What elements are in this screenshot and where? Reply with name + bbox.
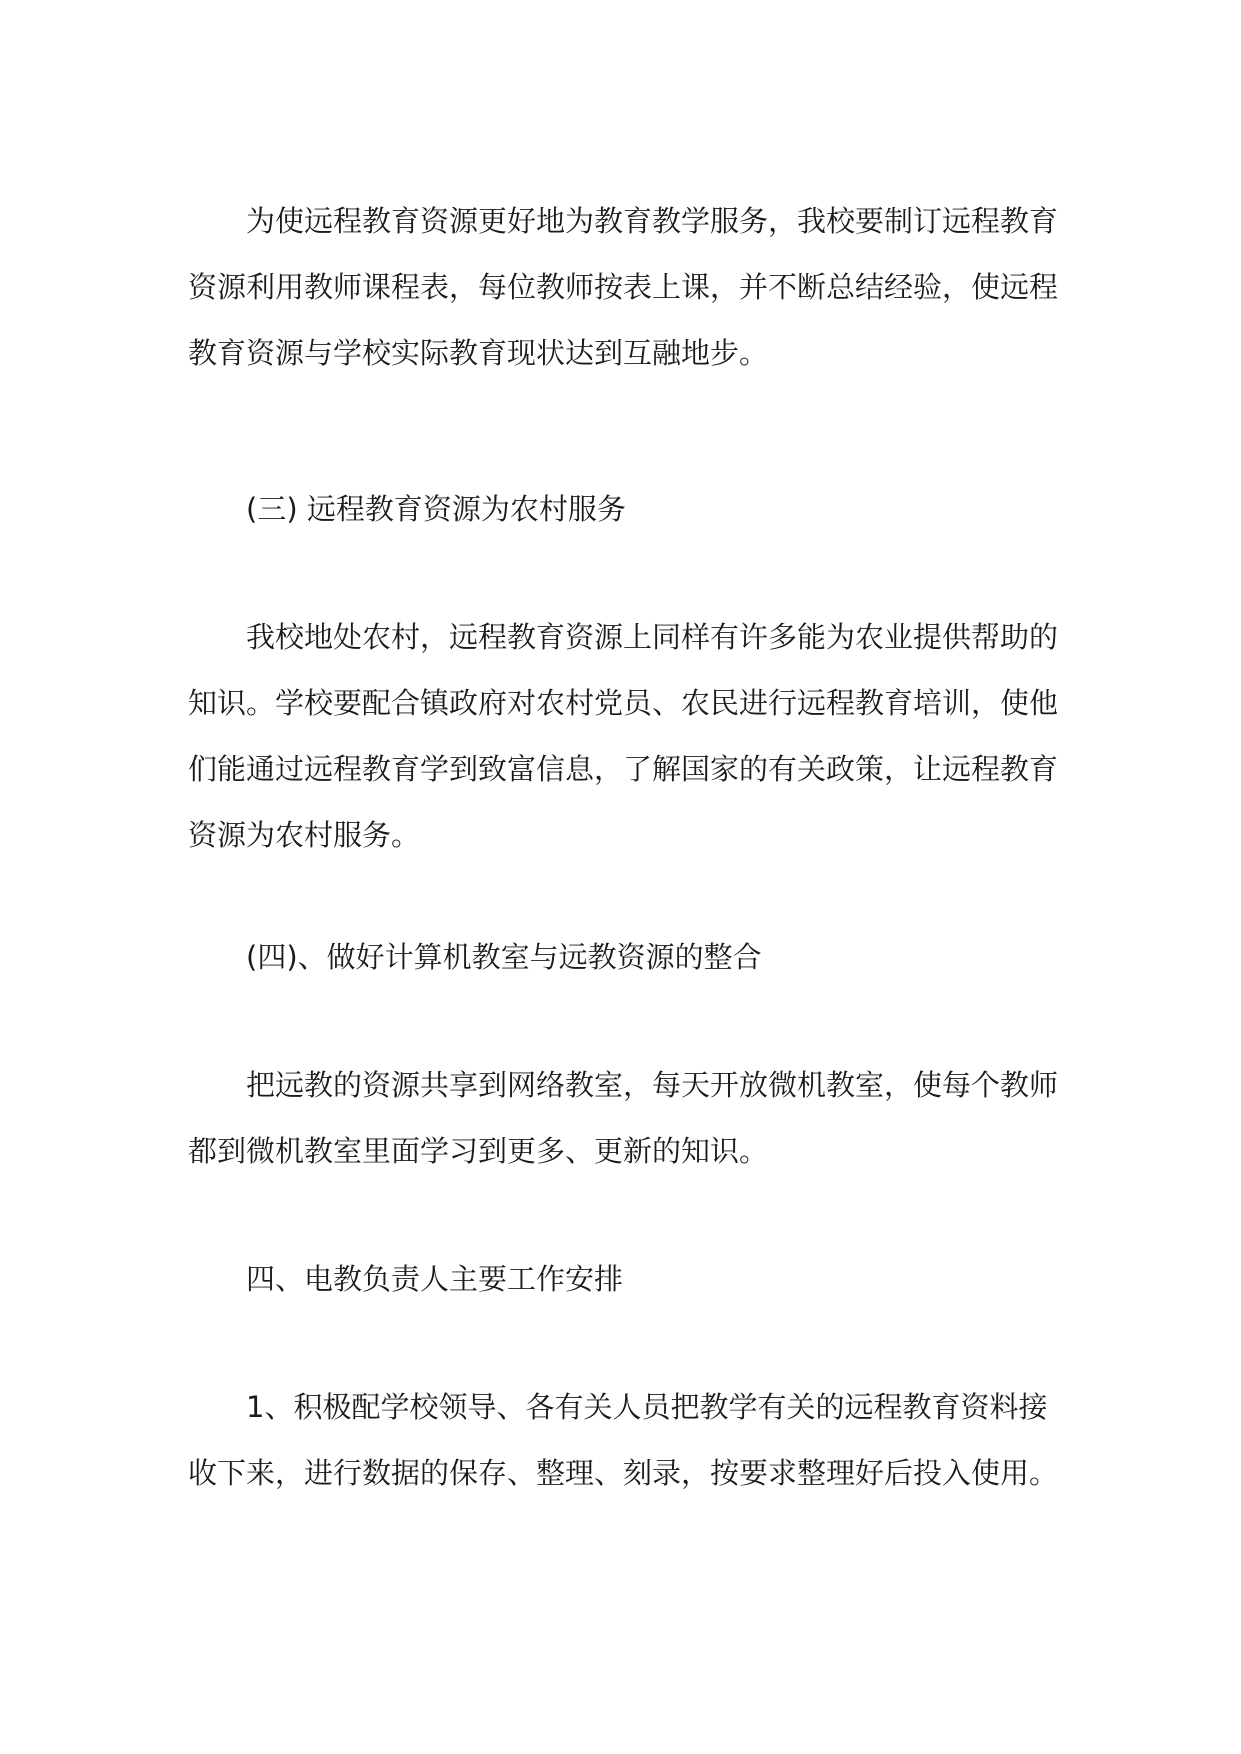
paragraph-rural-service — [188, 604, 1058, 868]
heading-text: 四、电教负责人主要工作安排 — [246, 1262, 624, 1296]
heading-computer-lab — [188, 924, 1058, 990]
text-line: 我校地处农村，远程教育资源上同样有许多能为农业提供帮助的 — [246, 620, 1059, 654]
text-line: 教育资源与学校实际教育现状达到互融地步。 — [188, 336, 769, 370]
text-line: 1、积极配学校领导、各有关人员把教学有关的远程教育资料接 — [246, 1390, 1048, 1424]
heading-section-four — [188, 1246, 1058, 1312]
text-line: 收下来，进行数据的保存、整理、刻录，按要求整理好后投入使用。 — [188, 1456, 1059, 1490]
heading-serve-rural — [188, 476, 1058, 542]
text-line: 都到微机教室里面学习到更多、更新的知识。 — [188, 1134, 769, 1168]
text-line: 知识。学校要配合镇政府对农村党员、农民进行远程教育培训，使他 — [188, 686, 1059, 720]
text-line: 们能通过远程教育学到致富信息，了解国家的有关政策，让远程教育 — [188, 752, 1059, 786]
paragraph-resource-schedule — [188, 188, 1058, 386]
text-line: 资源为农村服务。 — [188, 818, 421, 852]
paragraph-network-classroom — [188, 1052, 1058, 1184]
heading-text: (四)、做好计算机教室与远教资源的整合 — [246, 940, 762, 974]
paragraph-item-one — [188, 1374, 1058, 1506]
heading-text: (三) 远程教育资源为农村服务 — [246, 492, 626, 526]
text-line: 资源利用教师课程表，每位教师按表上课，并不断总结经验，使远程 — [188, 270, 1059, 304]
text-line: 为使远程教育资源更好地为教育教学服务，我校要制订远程教育 — [246, 204, 1059, 238]
text-line: 把远教的资源共享到网络教室，每天开放微机教室，使每个教师 — [246, 1068, 1059, 1102]
